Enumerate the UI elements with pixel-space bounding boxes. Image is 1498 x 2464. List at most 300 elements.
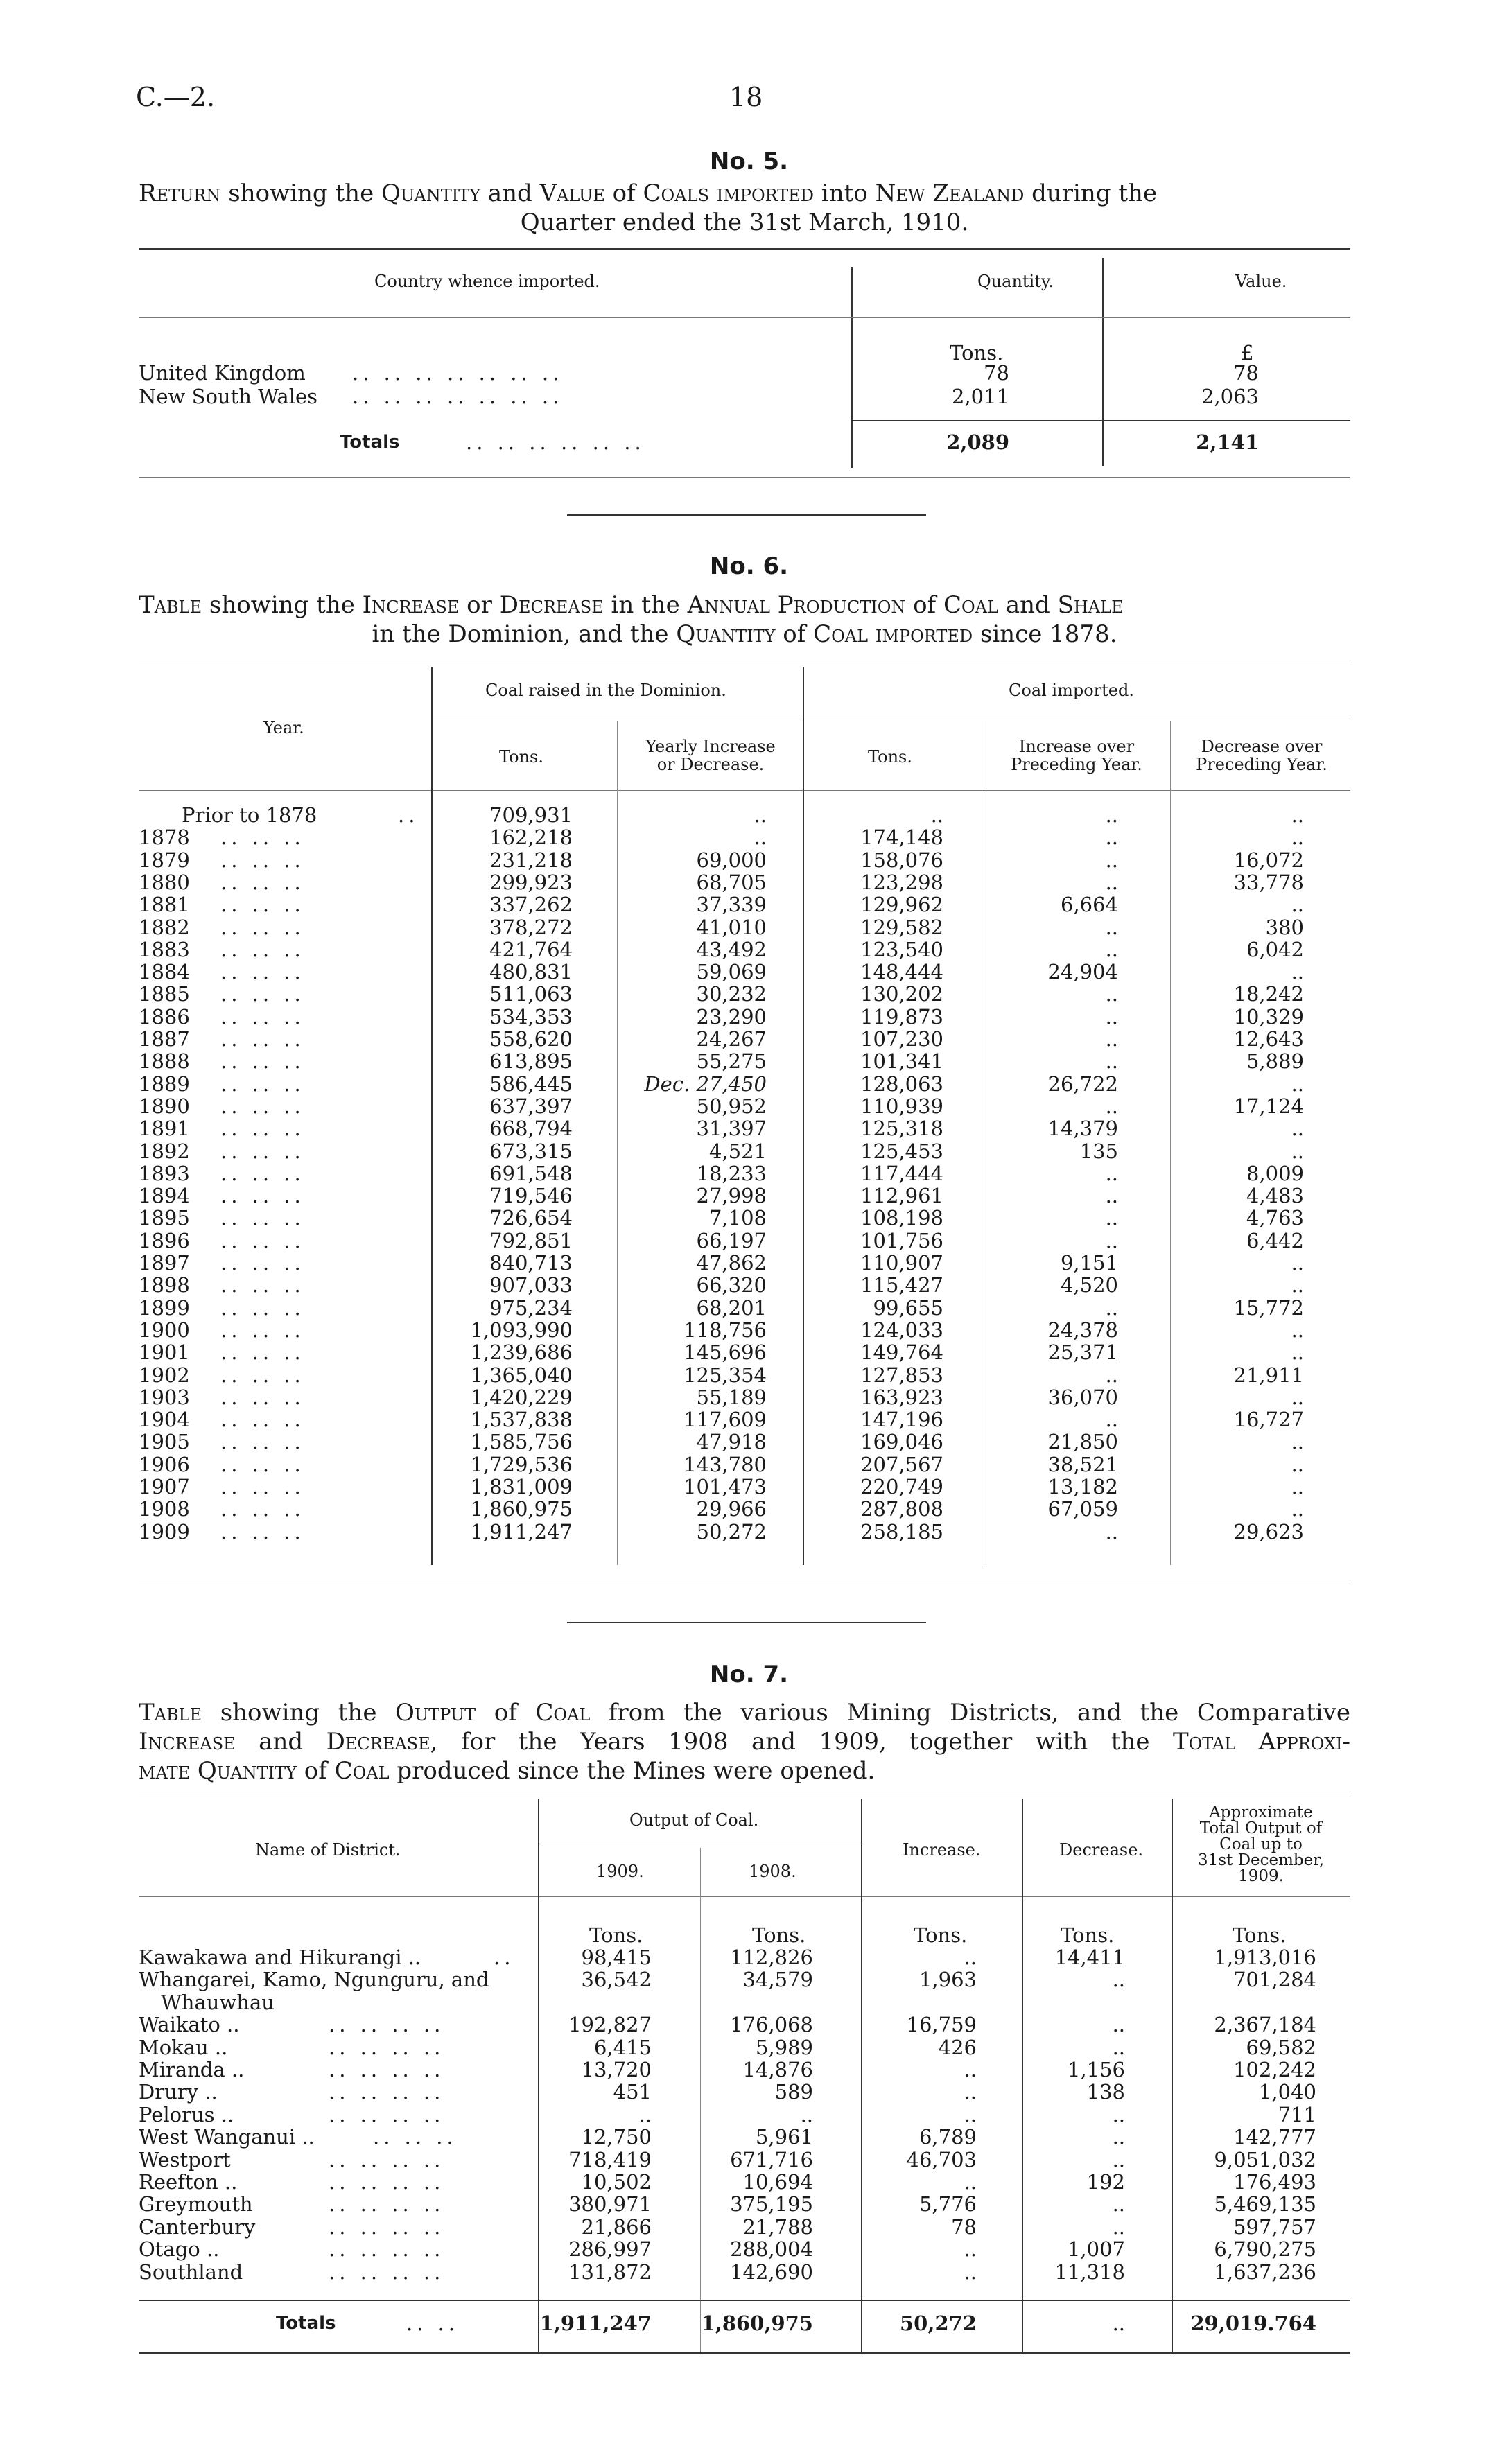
t6-year: 1885 (139, 982, 190, 1006)
t6-dots: .. .. .. (220, 1139, 305, 1163)
t7-header-1909: 1909. (596, 1862, 644, 1881)
t6-dots: .. .. .. (220, 1184, 305, 1208)
t7-dec: 1,156 (1067, 2058, 1125, 2081)
t5-country: United Kingdom (139, 361, 306, 385)
t6-tons: 668,794 (489, 1117, 573, 1141)
t5-totals-value: 2,141 (1196, 430, 1259, 454)
t5-quantity: 2,011 (951, 385, 1009, 408)
table5-number: No. 5. (709, 148, 789, 175)
t7-row (0, 2059, 1498, 2081)
t6-dots: .. .. .. (220, 1049, 305, 1074)
t7-row (0, 2238, 1498, 2260)
t6-tons: 1,831,009 (470, 1475, 573, 1499)
t6-dec: .. (1291, 825, 1304, 850)
t6-imp: 101,341 (860, 1049, 943, 1074)
t6-year: 1902 (139, 1363, 190, 1387)
t6-tons: 1,860,975 (470, 1497, 573, 1521)
t6-tons: 792,851 (489, 1228, 573, 1252)
t6-year: 1882 (139, 915, 190, 939)
t7-row (0, 2193, 1498, 2215)
t6-year: 1887 (139, 1027, 190, 1051)
t6-tons: 719,546 (489, 1184, 573, 1208)
t5-totals-label: Totals (340, 432, 400, 453)
t6-inc: .. (1105, 848, 1118, 872)
t6-tons: 637,397 (489, 1094, 573, 1118)
t7-total: 102,242 (1233, 2058, 1316, 2081)
t6-dec: .. (1291, 1273, 1304, 1297)
t7-district: Pelorus .. (139, 2102, 234, 2126)
t7-dots: .. .. .. .. (329, 2237, 445, 2262)
t6-inc: .. (1105, 1363, 1118, 1387)
t6-row (0, 1453, 1498, 1476)
t6-dots: .. .. .. (220, 1251, 305, 1275)
t6-row (0, 1207, 1498, 1229)
t7-inc: 16,759 (906, 2013, 977, 2037)
t6-year: Prior to 1878 (182, 803, 317, 827)
t6-tons: 299,923 (489, 870, 573, 894)
t7-total: 6,790,275 (1214, 2237, 1316, 2262)
t6-inc: 135 (1079, 1139, 1118, 1163)
t7-1909: 286,997 (568, 2237, 652, 2262)
t6-row (0, 1319, 1498, 1341)
t6-inc: .. (1105, 1049, 1118, 1074)
t6-imp: 124,033 (860, 1318, 943, 1342)
t6-year: 1888 (139, 1049, 190, 1074)
t6-year: 1909 (139, 1519, 190, 1544)
t6-inc: 4,520 (1060, 1273, 1118, 1297)
t6-inc: .. (1105, 1295, 1118, 1320)
t6-dec: .. (1291, 1072, 1304, 1096)
t7-total: 1,637,236 (1214, 2260, 1316, 2284)
t6-imp: 108,198 (860, 1206, 943, 1230)
t7-inc: .. (964, 2080, 977, 2104)
t6-imp: 129,582 (860, 915, 943, 939)
t6-tons: 511,063 (489, 982, 573, 1006)
t5-header-country: Country whence imported. (374, 272, 600, 291)
t6-imp: 220,749 (860, 1475, 943, 1499)
t6-yearly: 18,233 (696, 1161, 767, 1185)
t6-inc: .. (1105, 1184, 1118, 1208)
t7-dec: .. (1112, 2147, 1125, 2172)
t6-year: 1880 (139, 870, 190, 894)
t7-header-district: Name of District. (255, 1840, 401, 1860)
t6-inc: .. (1105, 825, 1118, 850)
t6-inc: .. (1105, 1206, 1118, 1230)
t7-row (0, 2036, 1498, 2059)
t7-header-approx: Approximate Total Output of Coal up to 31st December, 1909. (1197, 1803, 1325, 1885)
t6-tons: 480,831 (489, 960, 573, 984)
t7-inc: .. (964, 2102, 977, 2126)
t6-yearly: 68,201 (696, 1295, 767, 1320)
t6-dots: .. .. .. (220, 1497, 305, 1521)
t6-inc: 38,521 (1047, 1452, 1118, 1476)
t6-header-yearly: Yearly Increase or Decrease. (645, 737, 776, 774)
t7-1908: 288,004 (730, 2237, 813, 2262)
t5-totals-row: Totals .. .. .. .. .. .. 2,089 2,141 (340, 430, 1259, 454)
t6-inc: .. (1105, 1004, 1118, 1029)
t6-yearly: 27,998 (696, 1184, 767, 1208)
t6-tons: 1,537,838 (470, 1408, 573, 1432)
t6-row (0, 1386, 1498, 1408)
t6-year: 1907 (139, 1475, 190, 1499)
t6-imp: 207,567 (860, 1452, 943, 1476)
t7-1909: 13,720 (581, 2058, 652, 2081)
t6-dec: 8,009 (1246, 1161, 1304, 1185)
t7-row (0, 2149, 1498, 2171)
t7-header-1908: 1908. (749, 1862, 796, 1881)
t7-dots: .. .. .. .. (329, 2013, 445, 2037)
t7-1909: 380,971 (568, 2192, 652, 2217)
t6-inc: 25,371 (1047, 1340, 1118, 1365)
t6-year: 1878 (139, 825, 190, 850)
t6-dec: .. (1291, 893, 1304, 917)
t6-imp: 158,076 (860, 848, 943, 872)
t6-dec: .. (1291, 960, 1304, 984)
t6-yearly: 66,320 (696, 1273, 767, 1297)
t6-imp: 147,196 (860, 1408, 943, 1432)
t7-total: 142,777 (1233, 2125, 1316, 2149)
t6-year: 1901 (139, 1340, 190, 1365)
t6-tons: 709,931 (489, 803, 573, 827)
t7-row (0, 2216, 1498, 2238)
t7-row (0, 1946, 1498, 1968)
t6-imp: 110,939 (860, 1094, 943, 1118)
t6-imp: 287,808 (860, 1497, 943, 1521)
t6-year: 1889 (139, 1072, 190, 1096)
t6-header-coal-imported: Coal imported. (1009, 681, 1134, 700)
t6-imp: 129,962 (860, 893, 943, 917)
t6-inc: .. (1105, 1408, 1118, 1432)
t6-row (0, 1050, 1498, 1072)
t6-row (0, 1364, 1498, 1386)
t7-total: 701,284 (1233, 1968, 1316, 1992)
table6-number: No. 6. (709, 552, 789, 580)
t6-dots: .. .. .. (220, 1430, 305, 1454)
t7-dots: .. .. .. .. (329, 2080, 445, 2104)
t6-dots: .. .. .. (220, 1340, 305, 1365)
t7-district: Whangarei, Kamo, Ngunguru, and (139, 1968, 489, 1992)
t6-yearly: 29,966 (696, 1497, 767, 1521)
t6-yearly: 43,492 (696, 937, 767, 961)
t6-yearly: 47,862 (696, 1251, 767, 1275)
t6-dots: .. .. .. (220, 893, 305, 917)
table5-title: Return showing the Quantity and Value of Coals imported into New Zealand during the Quarter ended the 31st March, 1910. (139, 180, 1158, 236)
t6-tons: 691,548 (489, 1161, 573, 1185)
t7-district: Mokau .. (139, 2035, 228, 2059)
t6-imp: 130,202 (860, 982, 943, 1006)
t6-dec: 29,623 (1233, 1519, 1304, 1544)
t6-tons: 162,218 (489, 825, 573, 850)
t6-dec: .. (1291, 1318, 1304, 1342)
t6-inc: .. (1105, 982, 1118, 1006)
t6-header-year: Year. (263, 718, 304, 737)
t6-inc: 13,182 (1047, 1475, 1118, 1499)
t6-year: 1895 (139, 1206, 190, 1230)
t6-dots: .. (398, 803, 419, 827)
t6-year: 1886 (139, 1004, 190, 1029)
t7-dots: .. .. .. .. (329, 2214, 445, 2239)
t6-dec: 4,483 (1246, 1184, 1304, 1208)
t6-imp: 148,444 (860, 960, 943, 984)
t7-district: Greymouth (139, 2192, 253, 2217)
t6-dots: .. .. .. (220, 1318, 305, 1342)
t7-dots: .. .. .. .. (329, 2147, 445, 2172)
t7-dec: .. (1112, 2125, 1125, 2149)
t6-dec: 6,042 (1246, 937, 1304, 961)
t7-district: Miranda .. (139, 2058, 245, 2081)
t6-yearly: 23,290 (696, 1004, 767, 1029)
t6-tons: 337,262 (489, 893, 573, 917)
t7-row (0, 2013, 1498, 2036)
t7-inc: 426 (938, 2035, 977, 2059)
t7-dec: .. (1112, 2102, 1125, 2126)
t6-year: 1896 (139, 1228, 190, 1252)
t7-dec: .. (1112, 2214, 1125, 2239)
t6-year: 1881 (139, 893, 190, 917)
t6-inc: .. (1105, 803, 1118, 827)
t6-imp: 123,540 (860, 937, 943, 961)
t6-header-dec: Decrease over Preceding Year. (1196, 737, 1327, 774)
t6-year: 1908 (139, 1497, 190, 1521)
t6-dec: 10,329 (1233, 1004, 1304, 1029)
t7-dots: .. .. .. .. (329, 2102, 445, 2126)
t6-year: 1903 (139, 1385, 190, 1409)
t7-1908: .. (800, 2102, 813, 2126)
t6-imp: 149,764 (860, 1340, 943, 1365)
t7-row (0, 2171, 1498, 2193)
t6-imp: 163,923 (860, 1385, 943, 1409)
t6-row (0, 826, 1498, 848)
t6-dots: .. .. .. (220, 915, 305, 939)
t7-dec: 1,007 (1067, 2237, 1125, 2262)
t7-district: Southland (139, 2260, 243, 2284)
t7-inc: 46,703 (906, 2147, 977, 2172)
t7-inc: .. (964, 2170, 977, 2194)
t7-dec: 11,318 (1054, 2260, 1125, 2284)
t6-imp: 128,063 (860, 1072, 943, 1096)
t6-yearly: 101,473 (683, 1475, 767, 1499)
t6-tons: 231,218 (489, 848, 573, 872)
t6-inc: 24,904 (1047, 960, 1118, 984)
t6-dec: 17,124 (1233, 1094, 1304, 1118)
t6-row (0, 1230, 1498, 1252)
t7-district: Whauwhau (161, 1990, 275, 2014)
t7-1908: 5,961 (755, 2125, 813, 2149)
t6-row (0, 1117, 1498, 1139)
t6-dec: .. (1291, 1452, 1304, 1476)
t7-dec: .. (1112, 2013, 1125, 2037)
t6-inc: 6,664 (1060, 893, 1118, 917)
t6-dec: .. (1291, 1117, 1304, 1141)
t6-tons: 1,585,756 (470, 1430, 573, 1454)
t6-row (0, 1341, 1498, 1363)
t6-dec: .. (1291, 803, 1304, 827)
t7-1909: 36,542 (581, 1968, 652, 1992)
t7-district: West Wanganui .. (139, 2125, 315, 2149)
t7-total: 597,757 (1233, 2214, 1316, 2239)
t6-row (0, 961, 1498, 983)
t7-row (0, 1991, 1498, 2013)
t7-inc: 78 (951, 2214, 977, 2239)
t7-district: Westport (139, 2147, 231, 2172)
t6-imp: 101,756 (860, 1228, 943, 1252)
t6-dots: .. .. .. (220, 1117, 305, 1141)
t6-dec: 6,442 (1246, 1228, 1304, 1252)
t5-quantity: 78 (984, 361, 1009, 385)
t7-dots: .. .. .. .. (329, 2192, 445, 2217)
t6-dots: .. .. .. (220, 1161, 305, 1185)
t6-row (0, 1162, 1498, 1185)
t6-yearly: 24,267 (696, 1027, 767, 1051)
t7-total: 711 (1278, 2102, 1316, 2126)
t6-dec: .. (1291, 1340, 1304, 1365)
t6-tons: 1,420,229 (470, 1385, 573, 1409)
t6-yearly: 125,354 (683, 1363, 767, 1387)
t6-yearly: 47,918 (696, 1430, 767, 1454)
t7-row (0, 1968, 1498, 1991)
t5-header-value: Value. (1235, 272, 1287, 291)
t7-dots: .. .. .. .. (329, 2260, 445, 2284)
t6-dec: 380 (1265, 915, 1304, 939)
t7-1909: 6,415 (593, 2035, 652, 2059)
t6-row (0, 1006, 1498, 1028)
t7-dots: .. .. .. (373, 2125, 458, 2149)
t7-dots: .. (494, 1946, 515, 1969)
t6-dec: 18,242 (1233, 982, 1304, 1006)
t6-dots: .. .. .. (220, 1027, 305, 1051)
t7-dots: .. .. .. .. (329, 2170, 445, 2194)
t6-inc: 36,070 (1047, 1385, 1118, 1409)
t6-year: 1894 (139, 1184, 190, 1208)
t7-header-decrease: Decrease. (1059, 1840, 1144, 1860)
t6-inc: 26,722 (1047, 1072, 1118, 1096)
t6-yearly: Dec. 27,450 (644, 1072, 767, 1096)
t6-yearly: .. (754, 825, 767, 850)
t7-dots: .. .. .. .. (329, 2058, 445, 2081)
t6-yearly: .. (754, 803, 767, 827)
t6-header-tons: Tons. (499, 747, 543, 767)
t7-row (0, 2081, 1498, 2103)
t7-1909: 718,419 (568, 2147, 652, 2172)
t6-tons: 421,764 (489, 937, 573, 961)
t7-dec: 138 (1086, 2080, 1125, 2104)
t6-year: 1906 (139, 1452, 190, 1476)
t7-dec: .. (1112, 2035, 1125, 2059)
t7-inc: 5,776 (918, 2192, 977, 2217)
t6-header-coal-raised: Coal raised in the Dominion. (485, 681, 726, 700)
t7-dec: 14,411 (1054, 1946, 1125, 1969)
t7-district: Canterbury (139, 2214, 256, 2239)
t6-inc: .. (1105, 915, 1118, 939)
t6-dots: .. .. .. (220, 1363, 305, 1387)
t6-imp: 169,046 (860, 1430, 943, 1454)
t6-dots: .. .. .. (220, 1385, 305, 1409)
t7-inc: 6,789 (918, 2125, 977, 2149)
t7-district: Otago .. (139, 2237, 220, 2262)
t6-tons: 378,272 (489, 915, 573, 939)
t6-yearly: 31,397 (696, 1117, 767, 1141)
t6-dots: .. .. .. (220, 848, 305, 872)
t6-year: 1898 (139, 1273, 190, 1297)
t6-yearly: 55,189 (696, 1385, 767, 1409)
t6-tons: 975,234 (489, 1295, 573, 1320)
t6-inc: 21,850 (1047, 1430, 1118, 1454)
t7-district: Kawakawa and Hikurangi .. (139, 1946, 421, 1969)
t7-total: 9,051,032 (1214, 2147, 1316, 2172)
t6-tons: 1,093,990 (470, 1318, 573, 1342)
t6-dec: .. (1291, 1497, 1304, 1521)
t6-imp: 258,185 (860, 1519, 943, 1544)
t7-total: 1,913,016 (1214, 1946, 1316, 1969)
t6-dots: .. .. .. (220, 1094, 305, 1118)
t6-header-imp-tons: Tons. (868, 747, 912, 767)
t7-row (0, 2104, 1498, 2126)
t6-row (0, 1073, 1498, 1095)
t5-unit-value: £ (1241, 341, 1254, 365)
t6-yearly: 7,108 (708, 1206, 767, 1230)
t5-unit-quantity: Tons. (950, 341, 1004, 365)
t6-yearly: 50,952 (696, 1094, 767, 1118)
t6-tons: 1,239,686 (470, 1340, 573, 1365)
t6-dots: .. .. .. (220, 1206, 305, 1230)
t6-tons: 558,620 (489, 1027, 573, 1051)
t7-1909: 98,415 (581, 1946, 652, 1969)
t7-dots: .. .. .. .. (329, 2035, 445, 2059)
t6-dots: .. .. .. (220, 1072, 305, 1096)
t7-inc: .. (964, 2058, 977, 2081)
t6-yearly: 59,069 (696, 960, 767, 984)
t6-dec: 21,911 (1233, 1363, 1304, 1387)
t7-inc: .. (964, 1946, 977, 1969)
t6-imp: 110,907 (860, 1251, 943, 1275)
t7-1908: 142,690 (730, 2260, 813, 2284)
t7-1909: 12,750 (581, 2125, 652, 2149)
t5-value: 78 (1233, 361, 1259, 385)
t7-header-increase: Increase. (903, 1840, 981, 1860)
t6-tons: 726,654 (489, 1206, 573, 1230)
t6-imp: 117,444 (860, 1161, 943, 1185)
t6-row (0, 1408, 1498, 1431)
t6-dec: .. (1291, 1385, 1304, 1409)
t7-1908: 589 (774, 2080, 813, 2104)
t6-tons: 1,365,040 (470, 1363, 573, 1387)
t6-dots: .. .. .. (220, 1228, 305, 1252)
t6-inc: 24,378 (1047, 1318, 1118, 1342)
table7-title: Table showing the Output of Coal from the various Mining Districts, and the Comparative Increase and Decrease, for the Years 1908 and 1909, together with the Total Approxi- mate Quantity of Coal produced since the Mines were opened. (139, 1699, 1351, 1785)
t6-dec: 15,772 (1233, 1295, 1304, 1320)
t7-1908: 375,195 (730, 2192, 813, 2217)
t6-year: 1893 (139, 1161, 190, 1185)
t6-tons: 534,353 (489, 1004, 573, 1029)
t7-1908: 176,068 (730, 2013, 813, 2037)
t6-imp: 115,427 (860, 1273, 943, 1297)
t5-header-quantity: Quantity. (977, 272, 1054, 291)
t7-1908: 34,579 (742, 1968, 813, 1992)
t6-yearly: 50,272 (696, 1519, 767, 1544)
t6-dots: .. .. .. (220, 1519, 305, 1544)
t7-header-output: Output of Coal. (629, 1810, 759, 1830)
t6-dots: .. .. .. (220, 1273, 305, 1297)
t7-1908: 5,989 (755, 2035, 813, 2059)
t7-total: 176,493 (1233, 2170, 1316, 2194)
t6-year: 1891 (139, 1117, 190, 1141)
t6-year: 1897 (139, 1251, 190, 1275)
t6-dec: .. (1291, 1475, 1304, 1499)
t6-dots: .. .. .. (220, 870, 305, 894)
t7-totals-row: Totals .. .. 1,911,247 1,860,975 50,272 .. 29,019.764 (276, 2312, 1316, 2335)
t6-yearly: 69,000 (696, 848, 767, 872)
t5-row: New South Wales .. .. .. .. .. .. .. 2,011 2,063 (139, 385, 1259, 408)
